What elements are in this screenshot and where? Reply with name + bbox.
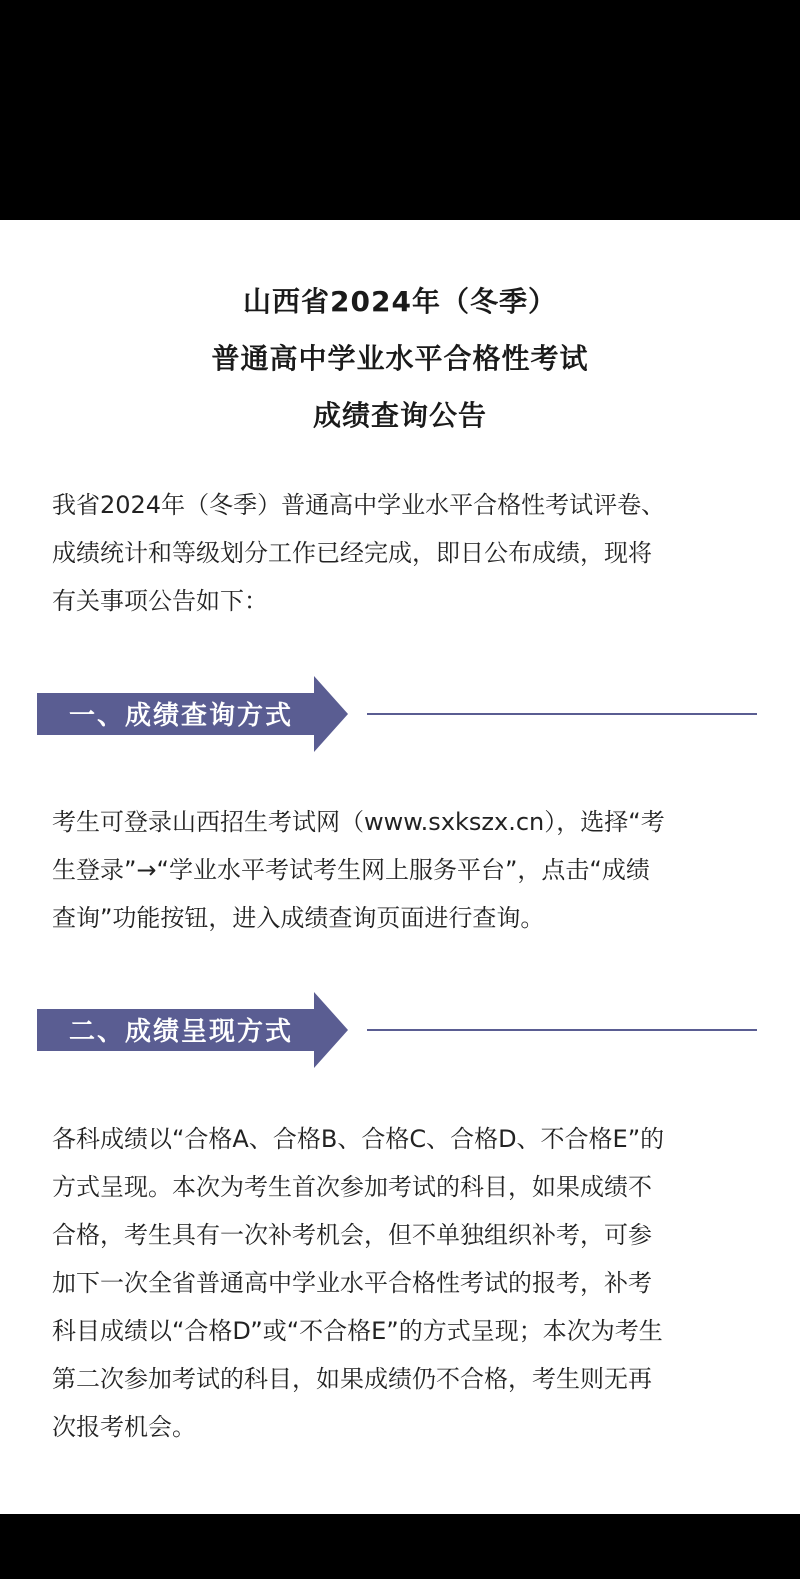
intro-line: 我省2024年（冬季）普通高中学业水平合格性考试评卷、: [52, 491, 666, 519]
section-2-line: 方式呈现。本次为考生首次参加考试的科目，如果成绩不: [52, 1173, 652, 1201]
section-1-line: 生登录”→“学业水平考试考生网上服务平台”，点击“成绩: [52, 856, 650, 884]
section-1-line: 考生可登录山西招生考试网（www.sxkszx.cn），选择“考: [52, 808, 665, 836]
title-line-1: 山西省2024年（冬季）: [243, 285, 557, 318]
section-2-line: 第二次参加考试的科目，如果成绩仍不合格，考生则无再: [52, 1365, 652, 1393]
bottom-black-bar: [0, 1514, 800, 1579]
section-2-line: 科目成绩以“合格D”或“不合格E”的方式呈现；本次为考生: [52, 1317, 663, 1345]
divider-line: [367, 713, 757, 715]
section-2-line: 次报考机会。: [52, 1413, 196, 1441]
section-1-heading-banner: [37, 676, 757, 752]
section-1-paragraph: [52, 798, 752, 942]
section-1-heading: 一、成绩查询方式: [69, 701, 294, 731]
intro-line: 有关事项公告如下：: [52, 587, 268, 615]
section-2-line: 加下一次全省普通高中学业水平合格性考试的报考，补考: [52, 1269, 652, 1297]
top-black-bar: [0, 0, 800, 220]
section-2-line: 各科成绩以“合格A、合格B、合格C、合格D、不合格E”的: [52, 1125, 665, 1153]
section-2-line: 合格，考生具有一次补考机会，但不单独组织补考，可参: [52, 1221, 652, 1249]
announcement-page: [0, 220, 800, 1514]
divider-line: [367, 1029, 757, 1031]
title-line-3: 成绩查询公告: [312, 399, 487, 432]
intro-paragraph: [52, 481, 752, 625]
intro-line: 成绩统计和等级划分工作已经完成，即日公布成绩，现将: [52, 539, 652, 567]
section-2-heading-banner: [37, 992, 757, 1068]
section-1-line: 查询”功能按钮，进入成绩查询页面进行查询。: [52, 904, 545, 932]
section-2-heading: 二、成绩呈现方式: [69, 1017, 294, 1047]
title-line-2: 普通高中学业水平合格性考试: [211, 342, 589, 375]
section-2-paragraph: [52, 1115, 752, 1451]
